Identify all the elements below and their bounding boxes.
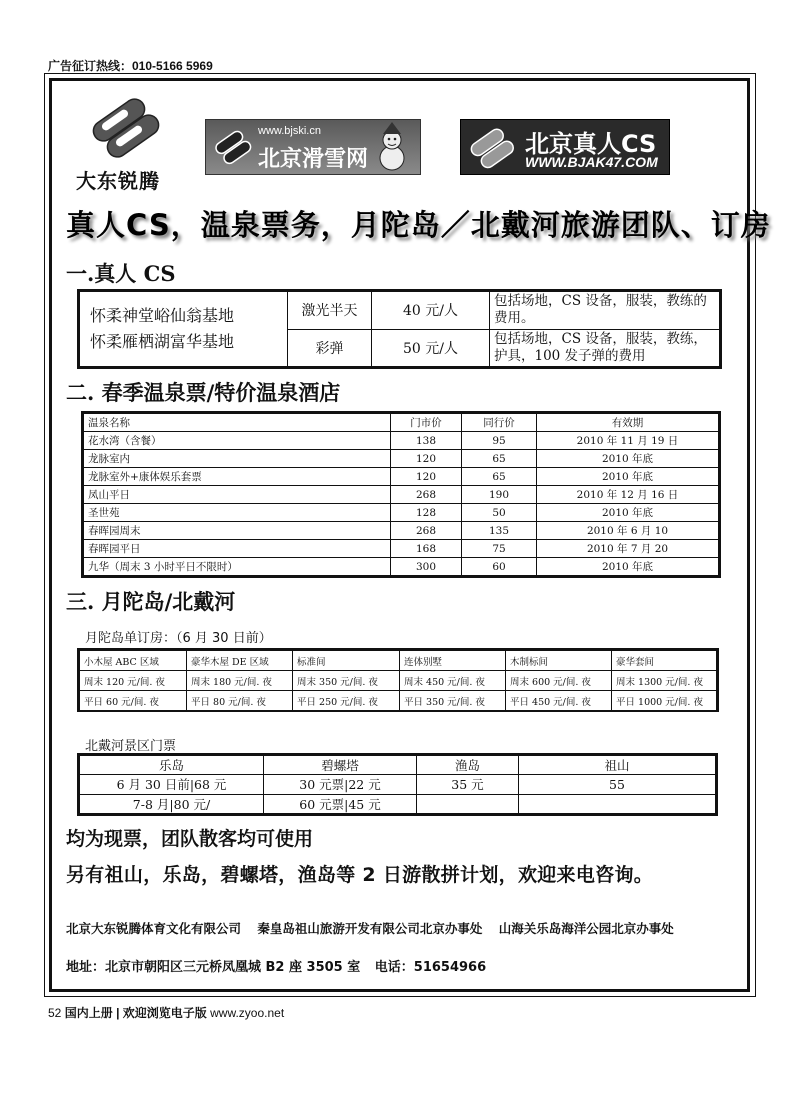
company-name: 北京大东锐腾体育文化有限公司: [66, 921, 242, 936]
section-title-island: 三. 月陀岛/北戴河: [66, 589, 236, 614]
room-type: 豪华木屋 DE 区域: [187, 651, 293, 671]
column-header: 乐岛: [80, 756, 264, 775]
trade-price: 75: [462, 540, 537, 558]
table-row: [84, 558, 719, 576]
address: 地址：北京市朝阳区三元桥凤凰城 B2 座 3505 室: [66, 960, 361, 975]
weekday-price: 平日 80 元/间. 夜: [187, 691, 293, 711]
trade-price: 190: [462, 486, 537, 504]
beidaihe-ticket-table: [77, 753, 718, 816]
page-number: 52: [48, 1006, 62, 1020]
ticket-price: 35 元: [417, 775, 519, 794]
cs-type: 彩弹: [288, 329, 372, 367]
column-header: 渔岛: [417, 756, 519, 775]
retail-price: 168: [391, 540, 462, 558]
column-header: 门市价: [391, 414, 462, 432]
column-header: 有效期: [537, 414, 719, 432]
trade-price: 65: [462, 450, 537, 468]
ad-hotline: 广告征订热线：010-5166 5969: [48, 59, 213, 73]
column-header: 祖山: [519, 756, 716, 775]
trade-price: 50: [462, 504, 537, 522]
beijing-ski-logo: [205, 119, 421, 175]
valid-until: 2010 年 12 月 16 日: [537, 486, 719, 504]
spring-name: 龙脉室内: [84, 450, 391, 468]
spring-name: 春晖园平日: [84, 540, 391, 558]
spring-name: 花水湾（含餐）: [84, 432, 391, 450]
weekend-price: 周末 1300 元/间. 夜: [612, 671, 717, 691]
weekend-price: 周末 600 元/间. 夜: [506, 671, 612, 691]
cs-logo-name: 北京真人CS: [525, 130, 657, 158]
beidaihe-table-caption: 北戴河景区门票: [85, 739, 177, 754]
dadong-logo-mark-icon: [86, 92, 166, 164]
table-row: [80, 794, 716, 813]
retail-price: 120: [391, 468, 462, 486]
table-row: [80, 775, 716, 794]
room-type: 豪华套间: [612, 651, 717, 671]
trade-price: 135: [462, 522, 537, 540]
spring-name: 圣世苑: [84, 504, 391, 522]
room-type: 木制标间: [506, 651, 612, 671]
footer-slogan: 欢迎浏览电子版: [122, 1006, 207, 1020]
table-row: [84, 540, 719, 558]
table-row: [84, 468, 719, 486]
island-table-caption: 月陀岛单订房：（6 月 30 日前）: [85, 631, 272, 646]
island-room-table: [77, 648, 719, 712]
beijing-cs-logo: [460, 119, 670, 175]
valid-until: 2010 年底: [537, 504, 719, 522]
table-row: [84, 432, 719, 450]
ticket-price: [519, 794, 716, 813]
retail-price: 120: [391, 450, 462, 468]
spring-name: 龙脉室外+康体娱乐套票: [84, 468, 391, 486]
section-title-cs: 一.真人 CS: [66, 261, 176, 286]
weekday-price: 平日 350 元/间. 夜: [400, 691, 506, 711]
valid-until: 2010 年底: [537, 450, 719, 468]
publication-title: 国内上册: [64, 1006, 113, 1020]
column-header: 同行价: [462, 414, 537, 432]
valid-until: 2010 年底: [537, 558, 719, 576]
weekday-price: 平日 450 元/间. 夜: [506, 691, 612, 711]
valid-until: 2010 年 6 月 10: [537, 522, 719, 540]
room-type: 标准间: [293, 651, 400, 671]
ticket-price: 7-8 月|80 元/: [80, 794, 264, 813]
trade-price: 60: [462, 558, 537, 576]
ticket-price: 60 元票|45 元: [264, 794, 417, 813]
company-name: 山海关乐岛海洋公园北京办事处: [498, 921, 674, 936]
tour-note: 另有祖山，乐岛，碧螺塔，渔岛等 2 日游散拼计划，欢迎来电咨询。: [66, 864, 654, 886]
ski-name: 北京滑雪网: [258, 147, 369, 172]
retail-price: 128: [391, 504, 462, 522]
table-row: [80, 651, 717, 671]
dadong-ruiteng-logo: [76, 92, 186, 192]
spring-name: 春晖园周末: [84, 522, 391, 540]
phone: 电话：51654966: [374, 960, 487, 975]
table-row: [80, 691, 717, 711]
weekend-price: 周末 450 元/间. 夜: [400, 671, 506, 691]
retail-price: 268: [391, 486, 462, 504]
valid-until: 2010 年 7 月 20: [537, 540, 719, 558]
trade-price: 95: [462, 432, 537, 450]
weekend-price: 周末 350 元/间. 夜: [293, 671, 400, 691]
weekday-price: 平日 60 元/间. 夜: [80, 691, 187, 711]
page-footer: 52 国内上册 | 欢迎浏览电子版 www.zyoo.net: [48, 1006, 285, 1020]
section-title-hotspring: 二. 春季温泉票/特价温泉酒店: [66, 380, 341, 405]
dadong-logo-caption: 大东锐腾: [76, 169, 160, 193]
table-row: [80, 671, 717, 691]
contact-line: [66, 956, 496, 975]
ticket-price: [417, 794, 519, 813]
table-row: [84, 522, 719, 540]
table-row: [84, 486, 719, 504]
room-type: 连体别墅: [400, 651, 506, 671]
spring-name: 凤山平日: [84, 486, 391, 504]
retail-price: 138: [391, 432, 462, 450]
ski-logo-mark-icon: [212, 129, 254, 167]
company-name: 秦皇岛祖山旅游开发有限公司北京办事处: [257, 921, 483, 936]
retail-price: 268: [391, 522, 462, 540]
table-row: [84, 450, 719, 468]
ticket-price: 6 月 30 日前|68 元: [80, 775, 264, 794]
table-header-row: [80, 756, 716, 775]
ticket-price: 30 元票|22 元: [264, 775, 417, 794]
footer-url[interactable]: www.zyoo.net: [210, 1006, 285, 1020]
cs-price: 50 元/人: [372, 329, 490, 367]
cs-price: 40 元/人: [372, 292, 490, 330]
room-type: 小木屋 ABC 区域: [80, 651, 187, 671]
trade-price: 65: [462, 468, 537, 486]
retail-price: 300: [391, 558, 462, 576]
table-header-row: [84, 414, 719, 432]
cs-logo-url: WWW.BJAK47.COM: [525, 154, 658, 170]
cs-note: 包括场地，CS 设备，服装，教练的费用。: [490, 292, 720, 330]
ticket-note: 均为现票，团队散客均可使用: [66, 828, 314, 850]
column-header: 温泉名称: [84, 414, 391, 432]
column-header: 碧螺塔: [264, 756, 417, 775]
company-list: [66, 919, 686, 937]
table-row: [84, 504, 719, 522]
ticket-price: 55: [519, 775, 716, 794]
valid-until: 2010 年底: [537, 468, 719, 486]
valid-until: 2010 年 11 月 19 日: [537, 432, 719, 450]
ski-url: www.bjski.cn: [258, 125, 321, 137]
snowman-icon: [366, 122, 418, 174]
weekend-price: 周末 120 元/间. 夜: [80, 671, 187, 691]
cs-base-2: 怀柔雁栖湖富华基地: [90, 332, 235, 351]
weekday-price: 平日 1000 元/间. 夜: [612, 691, 717, 711]
cs-note: 包括场地，CS 设备，服装，教练，护具，100 发子弹的费用: [490, 329, 720, 367]
hotspring-table: [81, 411, 721, 578]
weekend-price: 周末 180 元/间. 夜: [187, 671, 293, 691]
headline: 真人CS，温泉票务，月陀岛／北戴河旅游团队、订房: [66, 208, 771, 242]
cs-type: 激光半天: [288, 292, 372, 330]
cs-base-1: 怀柔神堂峪仙翁基地: [90, 306, 235, 325]
weekday-price: 平日 250 元/间. 夜: [293, 691, 400, 711]
spring-name: 九华（周末 3 小时平日不限时）: [84, 558, 391, 576]
cs-price-table: [77, 289, 722, 369]
cs-logo-mark-icon: [467, 126, 519, 170]
cs-bases: [80, 292, 288, 367]
